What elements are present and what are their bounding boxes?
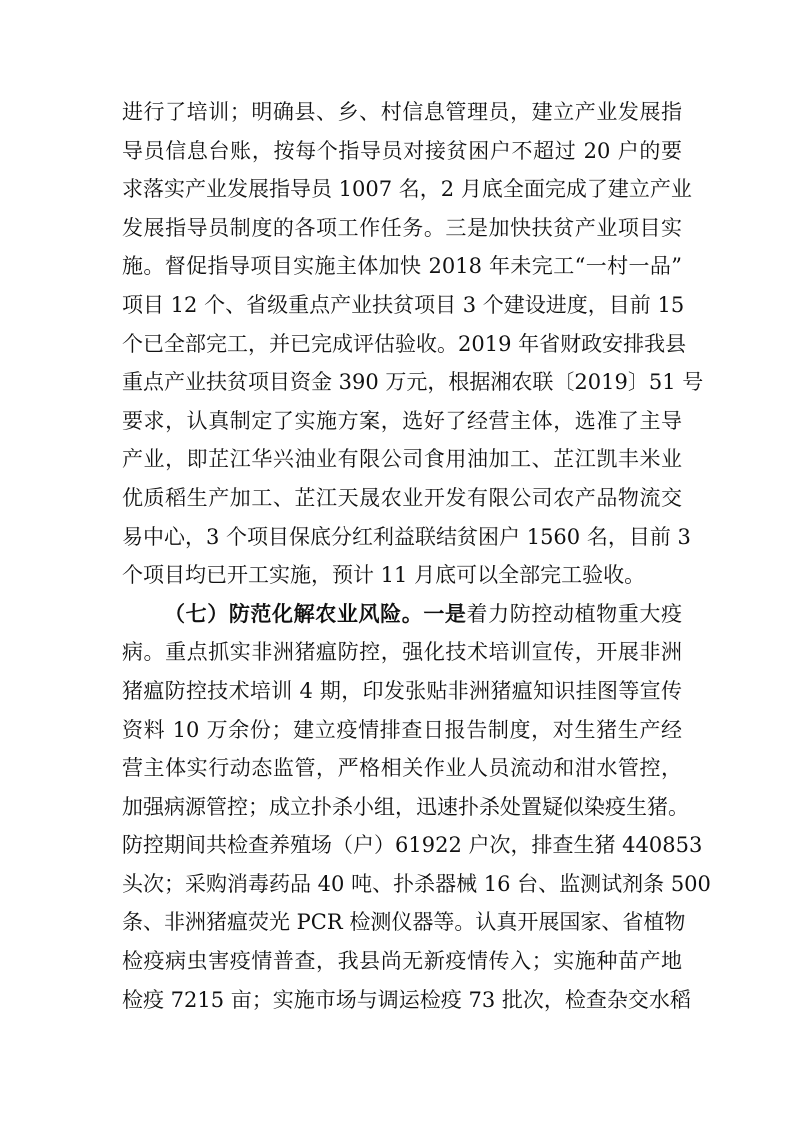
paragraph-agricultural-risk: [122, 595, 711, 1020]
text-line: 个已全部完工，并已完成评估验收。2019 年省财政安排我县: [122, 331, 687, 356]
text-line: 防控期间共检查养殖场（户）61922 户次，排查生猪 440853: [122, 833, 703, 858]
text-line: 发展指导员制度的各项工作任务。三是加快扶贫产业项目实: [122, 215, 682, 240]
text-line: 求落实产业发展指导员 1007 名，2 月底全面完成了建立产业: [122, 177, 692, 202]
text-line: 进行了培训；明确县、乡、村信息管理员，建立产业发展指: [122, 100, 682, 124]
text-line: 易中心，3 个项目保底分红利益联结贫困户 1560 名，目前 3: [122, 524, 691, 549]
text-line: 病。重点抓实非洲猪瘟防控，强化技术培训宣传，开展非洲: [122, 640, 682, 665]
text-line: 个项目均已开工实施，预计 11 月底可以全部完工验收。: [122, 563, 646, 588]
text-line: 资料 10 万余份；建立疫情排查日报告制度，对生猪生产经: [122, 717, 682, 742]
text-line: 检疫病虫害疫情普查，我县尚无新疫情传入；实施种苗产地: [122, 949, 682, 974]
section-first-line: [122, 595, 682, 634]
text-line: 检疫 7215 亩；实施市场与调运检疫 73 批次，检查杂交水稻: [122, 987, 691, 1012]
text-fragment: 着力防控动植物重大疫: [466, 601, 683, 626]
body-text: [122, 93, 711, 1019]
text-line: 头次；采购消毒药品 40 吨、扑杀器械 16 台、监测试剂条 500: [122, 871, 711, 896]
section-heading: （七）防范化解农业风险。: [164, 601, 424, 626]
text-line: 重点产业扶贫项目资金 390 万元，根据湘农联〔2019〕51 号: [122, 370, 704, 395]
text-line: 要求，认真制定了实施方案，选好了经营主体，选准了主导: [122, 408, 682, 433]
text-line: 条、非洲猪瘟荧光 PCR 检测仪器等。认真开展国家、省植物: [122, 910, 686, 935]
text-line: 猪瘟防控技术培训 4 期，印发张贴非洲猪瘟知识挂图等宣传: [122, 678, 682, 703]
text-line: 优质稻生产加工、芷江天晟农业开发有限公司农产品物流交: [122, 485, 682, 510]
text-line: 加强病源管控；成立扑杀小组，迅速扑杀处置疑似染疫生猪。: [122, 794, 689, 819]
paragraph-industry-guidance: [122, 93, 704, 595]
text-line: 项目 12 个、省级重点产业扶贫项目 3 个建设进度，目前 15: [122, 292, 685, 317]
text-line: 营主体实行动态监管，严格相关作业人员流动和泔水管控，: [122, 756, 682, 781]
text-line: 产业，即芷江华兴油业有限公司食用油加工、芷江凯丰米业: [122, 447, 682, 472]
text-line: 导员信息台账，按每个指导员对接贫困户不超过 20 户的要: [122, 138, 682, 163]
text-line: 施。督促指导项目实施主体加快 2018 年未完工“一村一品”: [122, 254, 682, 279]
lead-marker: 一是: [423, 601, 467, 626]
